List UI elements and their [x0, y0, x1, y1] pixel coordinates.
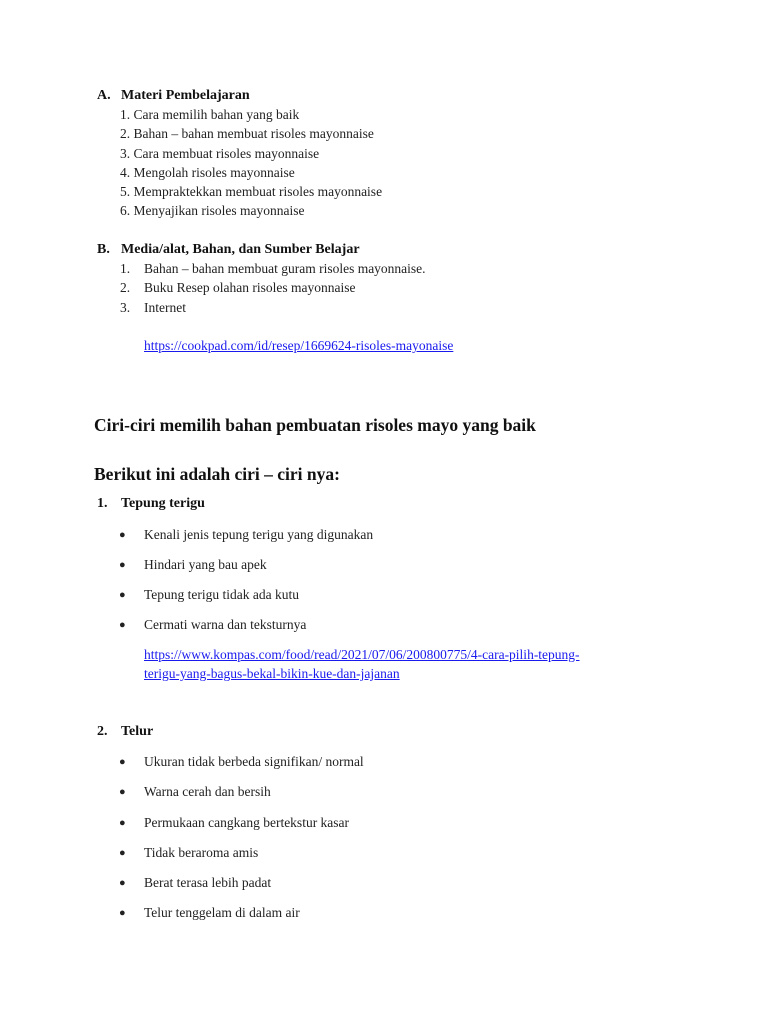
tepung-title: Tepung terigu	[121, 496, 205, 511]
telur-bullet: Ukuran tidak berbeda signifikan/ normal	[144, 754, 364, 769]
section-b-item-number: 2.	[120, 280, 131, 295]
bullet-icon: ●	[119, 847, 126, 859]
section-b-item: Bahan – bahan membuat guram risoles mayonnaise.	[144, 261, 426, 276]
section-b-marker: B.	[97, 242, 110, 257]
telur-bullet: Tidak beraroma amis	[144, 845, 259, 860]
bullet-icon: ●	[119, 559, 126, 571]
telur-number: 2.	[97, 724, 108, 739]
kompas-link-continued[interactable]: terigu-yang-bagus-bekal-bikin-kue-dan-jajanan	[144, 666, 400, 681]
sub-heading: Berikut ini adalah ciri – ciri nya:	[94, 464, 340, 484]
section-a-item: 6. Menyajikan risoles mayonnaise	[120, 203, 305, 218]
section-b-item-number: 1.	[120, 261, 131, 276]
bullet-icon: ●	[119, 756, 126, 768]
tepung-bullet: Cermati warna dan teksturnya	[144, 617, 307, 632]
kompas-link[interactable]: https://www.kompas.com/food/read/2021/07/06/200800775/4-cara-pilih-tepung-	[144, 647, 580, 662]
tepung-number: 1.	[97, 496, 108, 511]
bullet-icon: ●	[119, 877, 126, 889]
section-b-item: Buku Resep olahan risoles mayonnaise	[144, 280, 356, 295]
section-a-item: 2. Bahan – bahan membuat risoles mayonnaise	[120, 126, 374, 141]
section-a-item: 5. Mempraktekkan membuat risoles mayonnaise	[120, 184, 383, 199]
bullet-icon: ●	[119, 907, 126, 919]
section-b-item: Internet	[144, 300, 186, 315]
telur-bullet: Telur tenggelam di dalam air	[144, 905, 300, 920]
section-a-title: Materi Pembelajaran	[121, 88, 250, 103]
telur-title: Telur	[121, 724, 154, 739]
section-a-item: 1. Cara memilih bahan yang baik	[120, 107, 300, 122]
bullet-icon: ●	[119, 786, 126, 798]
bullet-icon: ●	[119, 619, 126, 631]
telur-bullet: Warna cerah dan bersih	[144, 784, 271, 799]
section-a-item: 3. Cara membuat risoles mayonnaise	[120, 146, 320, 161]
bullet-icon: ●	[119, 529, 126, 541]
main-heading: Ciri-ciri memilih bahan pembuatan risoles mayo yang baik	[94, 415, 536, 435]
tepung-bullet: Hindari yang bau apek	[144, 557, 267, 572]
tepung-bullet: Tepung terigu tidak ada kutu	[144, 587, 300, 602]
bullet-icon: ●	[119, 589, 126, 601]
section-b-title: Media/alat, Bahan, dan Sumber Belajar	[121, 242, 360, 257]
telur-bullet: Permukaan cangkang bertekstur kasar	[144, 815, 350, 830]
section-a-item: 4. Mengolah risoles mayonnaise	[120, 165, 295, 180]
tepung-bullet: Kenali jenis tepung terigu yang digunakan	[144, 527, 374, 542]
bullet-icon: ●	[119, 817, 126, 829]
cookpad-link[interactable]: https://cookpad.com/id/resep/1669624-risoles-mayonaise	[144, 338, 454, 353]
section-a-marker: A.	[97, 88, 111, 103]
telur-bullet: Berat terasa lebih padat	[144, 875, 272, 890]
section-b-item-number: 3.	[120, 300, 131, 315]
